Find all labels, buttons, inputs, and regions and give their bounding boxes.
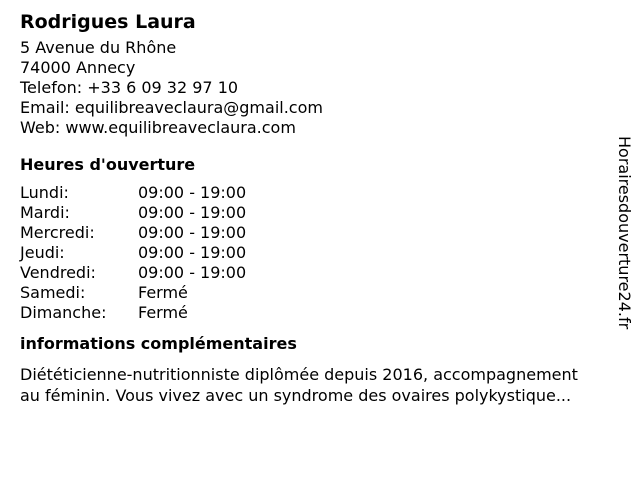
web-line	[20, 118, 620, 138]
hours-row-thursday	[20, 243, 620, 263]
phone-number[interactable]: +33 6 09 32 97 10	[87, 78, 239, 97]
time-value: 09:00 - 19:00	[138, 263, 247, 282]
info-heading: informations complémentaires	[20, 334, 297, 353]
phone-line	[20, 78, 620, 98]
email-line	[20, 98, 620, 118]
time-value: 09:00 - 19:00	[138, 243, 247, 262]
website-link[interactable]: www.equilibreaveclaura.com	[65, 118, 296, 137]
hours-row-friday	[20, 263, 620, 283]
hours-heading: Heures d'ouverture	[20, 155, 196, 174]
address-line-2: 74000 Annecy	[20, 58, 136, 77]
email-label: Email:	[20, 98, 70, 117]
day-label: Lundi:	[20, 183, 69, 202]
day-label: Mardi:	[20, 203, 70, 222]
email-address[interactable]: equilibreaveclaura@gmail.com	[74, 98, 323, 117]
web-label: Web:	[20, 118, 61, 137]
phone-label: Telefon:	[20, 78, 83, 97]
site-watermark: Horairesdouverture24.fr	[615, 136, 634, 330]
hours-table	[20, 183, 620, 323]
hours-row-saturday	[20, 283, 620, 303]
address-line-1: 5 Avenue du Rhône	[20, 38, 177, 57]
day-label: Samedi:	[20, 283, 86, 302]
day-label: Dimanche:	[20, 303, 107, 322]
hours-row-wednesday	[20, 223, 620, 243]
day-label: Jeudi:	[20, 243, 65, 262]
day-label: Vendredi:	[20, 263, 96, 282]
info-line-1: Diététicienne-nutritionniste diplômée depuis 2016, accompagnement	[20, 365, 578, 384]
time-value: 09:00 - 19:00	[138, 203, 247, 222]
time-value: Fermé	[138, 303, 188, 322]
hours-row-sunday	[20, 303, 620, 323]
time-value: Fermé	[138, 283, 188, 302]
time-value: 09:00 - 19:00	[138, 183, 247, 202]
business-card	[20, 8, 620, 406]
day-label: Mercredi:	[20, 223, 95, 242]
hours-row-monday	[20, 183, 620, 203]
time-value: 09:00 - 19:00	[138, 223, 247, 242]
info-line-2: au féminin. Vous vivez avec un syndrome des ovaires polykystique...	[20, 386, 572, 405]
hours-row-tuesday	[20, 203, 620, 223]
business-name: Rodrigues Laura	[20, 11, 196, 33]
